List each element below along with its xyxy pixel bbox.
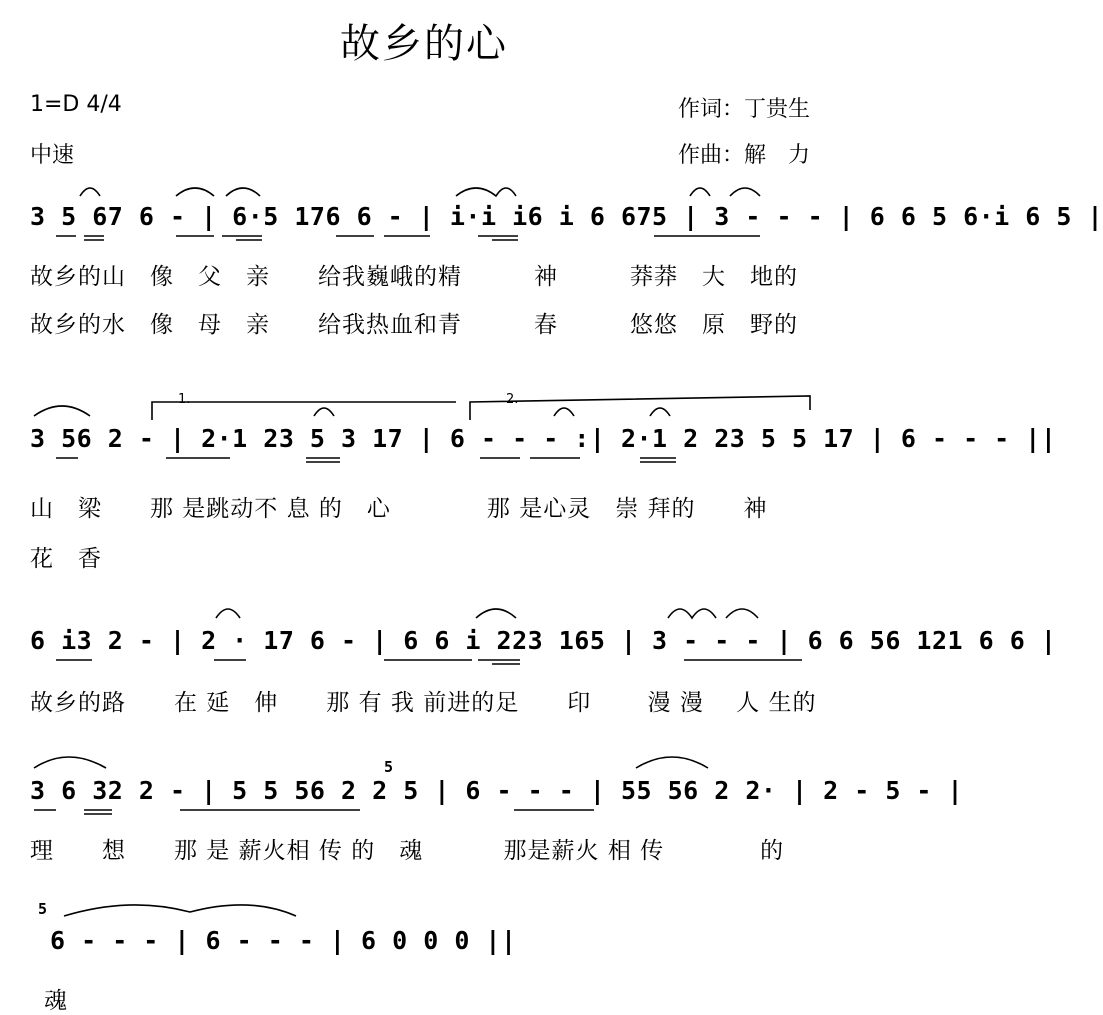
lyrics-line-5: 魂 (44, 988, 68, 1014)
notation-line-2: 3 56 2 - | 2·1 23 5 3 17 | 6 - - - :| 2·1 2 23 5 5 17 | 6 - - - || (30, 424, 1057, 453)
slur-mark (456, 188, 516, 196)
slur-mark (668, 609, 716, 618)
volta-1-bracket (152, 402, 456, 420)
song-title: 故乡的心 (340, 21, 508, 67)
slur-mark (34, 406, 90, 416)
slur-mark (726, 609, 758, 618)
lyrics-line-2-verse-1: 山 梁 那 是跳动不 息 的 心 那 是心灵 崇 拜的 神 (30, 496, 768, 522)
grace-note-line-4: 5 (384, 758, 394, 776)
composer-credit: 作曲：解 力 (678, 143, 811, 168)
slur-mark (80, 188, 100, 196)
slur-mark (554, 408, 574, 416)
notation-line-3: 6 i3 2 - | 2 · 17 6 - | 6 6 i 223 165 | 3 - - - | 6 6 56 121 6 6 | (30, 626, 1057, 655)
slur-mark (636, 757, 708, 768)
grace-note-line-5: 5 (38, 900, 48, 918)
lyrics-line-3: 故乡的路 在 延 伸 那 有 我 前进的足 印 漫 漫 人 生的 (30, 690, 817, 716)
tempo-marking: 中速 (30, 143, 75, 168)
slur-mark (226, 188, 260, 196)
key-time-signature: 1=D 4/4 (30, 92, 122, 117)
notation-line-4: 3 6 32 2 - | 5 5 56 2 2 5 | 6 - - - | 55 56 2 2· | 2 - 5 - | (30, 776, 964, 805)
slur-mark (34, 757, 106, 768)
lyrics-line-1-verse-2: 故乡的水 像 母 亲 给我热血和青 春 悠悠 原 野的 (30, 312, 798, 338)
slur-mark (64, 905, 296, 916)
slur-mark (650, 408, 670, 416)
volta-2-bracket (470, 396, 810, 420)
slur-mark (314, 408, 334, 416)
lyrics-line-2-verse-2: 花 香 (30, 546, 102, 572)
notation-line-5: 6 - - - | 6 - - - | 6 0 0 0 || (50, 926, 517, 955)
lyrics-line-4: 理 想 那 是 薪火相 传 的 魂 那是薪火 相 传 的 (30, 838, 785, 864)
slur-mark (476, 609, 516, 618)
slur-mark (216, 609, 240, 618)
notation-line-1: 3 5 67 6 - | 6·5 176 6 - | i·i i6 i 6 675 | 3 - - - | 6 6 5 6·i 6 5 | (30, 202, 1103, 231)
slur-mark (730, 188, 760, 196)
volta-2-label: 2. (506, 392, 519, 407)
slur-mark (690, 188, 710, 196)
lyricist-credit: 作词：丁贵生 (678, 97, 811, 122)
volta-1-label: 1. (178, 392, 191, 407)
slur-mark (176, 188, 214, 196)
lyrics-line-1-verse-1: 故乡的山 像 父 亲 给我巍峨的精 神 莽莽 大 地的 (30, 264, 798, 290)
